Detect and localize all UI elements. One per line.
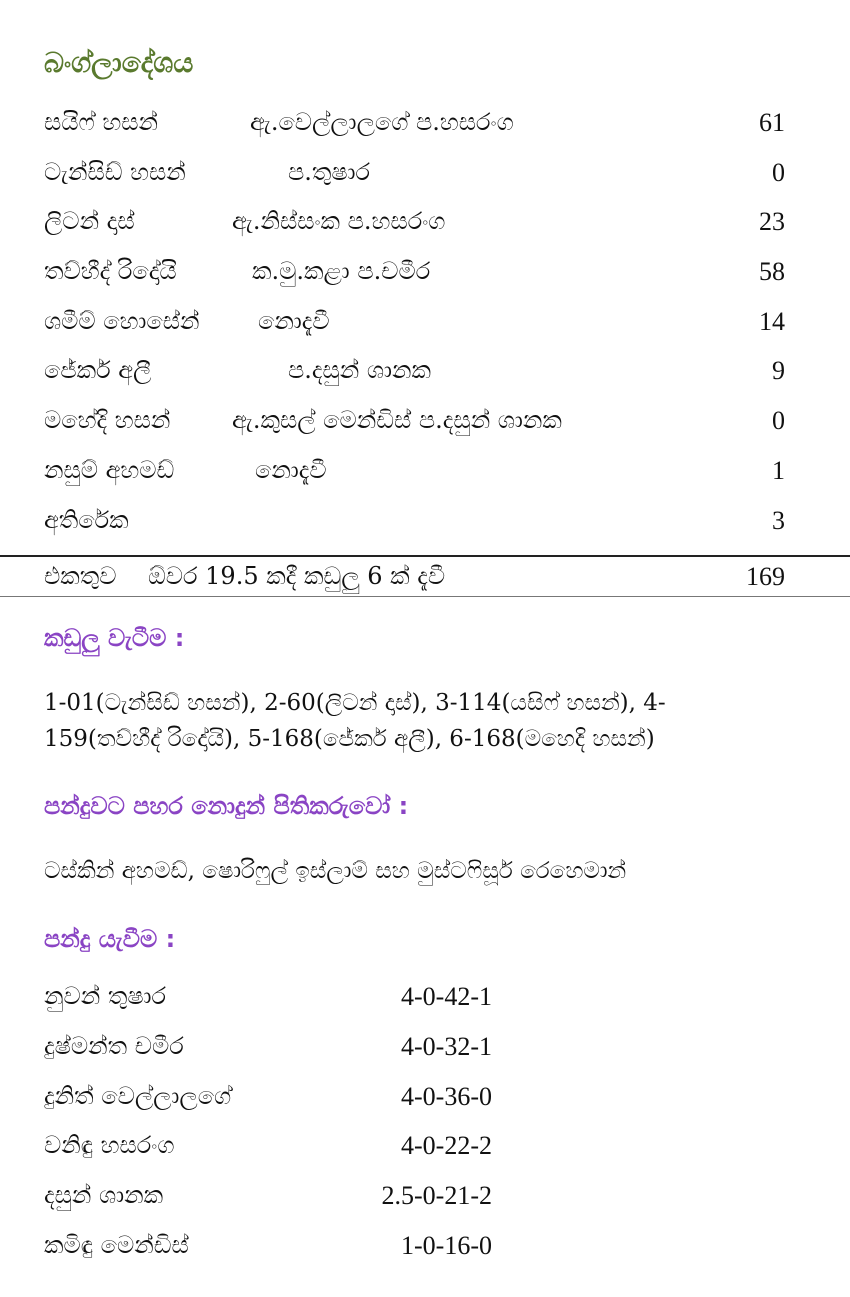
batting-row-extras: [0, 500, 850, 544]
total-row: [0, 560, 850, 594]
batter-name: නසුම් අහමඩ්: [44, 456, 175, 484]
did-not-bat-title: පන්දුවට පහර නොදුන් පිතිකරුවෝ :: [44, 792, 409, 820]
runs: 0: [772, 406, 785, 435]
extras-label: අතිරේක: [44, 506, 129, 534]
runs: 9: [772, 356, 785, 385]
bowling-figures: 4-0-22-2: [401, 1131, 492, 1160]
dismissal: ඇ.වෙල්ලාලගේ ප.හසරංග: [250, 108, 514, 136]
batter-name: තව්හීද් රිදෝයි: [44, 257, 177, 285]
team-title: බංග්ලාදේශය: [44, 46, 194, 79]
bowler-name: දසුන් ශානක: [44, 1181, 164, 1209]
bowling-figures: 4-0-42-1: [401, 982, 492, 1011]
fall-of-wickets-line: 1-01(ටැන්සිඩ් හසන්), 2-60(ලිටන් දාස්), 3-114(යසිෆ් හසන්), 4-: [44, 690, 666, 716]
total-detail: ඕවර 19.5 කදී කඩුලු 6 ක් දැවී: [148, 562, 446, 590]
batter-name: මහේදි හසන්: [44, 406, 171, 434]
dismissal: ප.තුෂාර: [288, 158, 371, 186]
runs: 0: [772, 158, 785, 187]
total-label: එකතුව: [44, 562, 117, 590]
batting-row: [0, 201, 850, 245]
bowler-name: වනිඳු හසරංග: [44, 1131, 175, 1159]
dismissal: ඇ.කුසල් මෙන්ඩිස් ප.දසුන් ශානක: [232, 406, 562, 434]
runs: 23: [759, 207, 785, 236]
batter-name: ශමීම් හොසේන්: [44, 307, 200, 335]
bowling-row: [0, 1227, 850, 1271]
total-bottom-rule: [0, 596, 850, 597]
batter-name: ටැන්සිඩ් හසන්: [44, 158, 186, 186]
runs: 14: [759, 307, 785, 336]
bowling-figures: 1-0-16-0: [401, 1231, 492, 1260]
bowling-row: [0, 978, 850, 1022]
batting-row: [0, 102, 850, 146]
batting-row: [0, 350, 850, 394]
batting-row: [0, 251, 850, 295]
runs: 3: [772, 506, 785, 535]
bowler-name: නුවන් තුෂාර: [44, 982, 166, 1010]
batter-name: ජේකර් අලී: [44, 356, 152, 384]
bowling-figures: 2.5-0-21-2: [381, 1181, 492, 1210]
bowling-row: [0, 1028, 850, 1072]
bowling-figures: 4-0-36-0: [401, 1082, 492, 1111]
dismissal: නොදැවී: [255, 456, 327, 484]
did-not-bat-list: ටස්කින් අහමඩ්, ෂොරිෆුල් ඉස්ලාම් සහ මුස්ටෆිසූර් රෙහෙමාන්: [44, 858, 627, 884]
bowling-row: [0, 1177, 850, 1221]
batting-row: [0, 152, 850, 196]
dismissal: ක.මු.කළා ප.චමීර: [252, 257, 431, 285]
bowling-row: [0, 1127, 850, 1171]
batting-row: [0, 301, 850, 345]
bowling-title: පන්දු යැවීම :: [44, 925, 176, 953]
dismissal: ප.දසුන් ශානක: [288, 356, 431, 384]
batting-row: [0, 400, 850, 444]
bowler-name: දුෂ්මන්ත චමීර: [44, 1032, 184, 1060]
total-top-rule: [0, 555, 850, 557]
batting-row: [0, 450, 850, 494]
fall-of-wickets-line: 159(තව්හීද් රිදෝයි), 5-168(ජේකර් අලී), 6-168(මහෙදි හසන්): [44, 726, 655, 752]
dismissal: ඇ.නිස්සංක ප.හසරංග: [232, 207, 446, 235]
runs: 58: [759, 257, 785, 286]
dismissal: නොදැවී: [258, 307, 330, 335]
bowler-name: කමිඳු මෙන්ඩිස්: [44, 1231, 189, 1259]
runs: 1: [772, 456, 785, 485]
bowling-figures: 4-0-32-1: [401, 1032, 492, 1061]
batter-name: ලිටන් දාස්: [44, 207, 135, 235]
bowling-row: [0, 1078, 850, 1122]
batter-name: සයිෆ් හසන්: [44, 108, 159, 136]
total-runs: 169: [746, 562, 785, 591]
runs: 61: [759, 108, 785, 137]
bowler-name: දුනිත් වෙල්ලාලගේ: [44, 1082, 232, 1110]
fall-of-wickets-title: කඩුලු වැටීම :: [44, 624, 185, 652]
